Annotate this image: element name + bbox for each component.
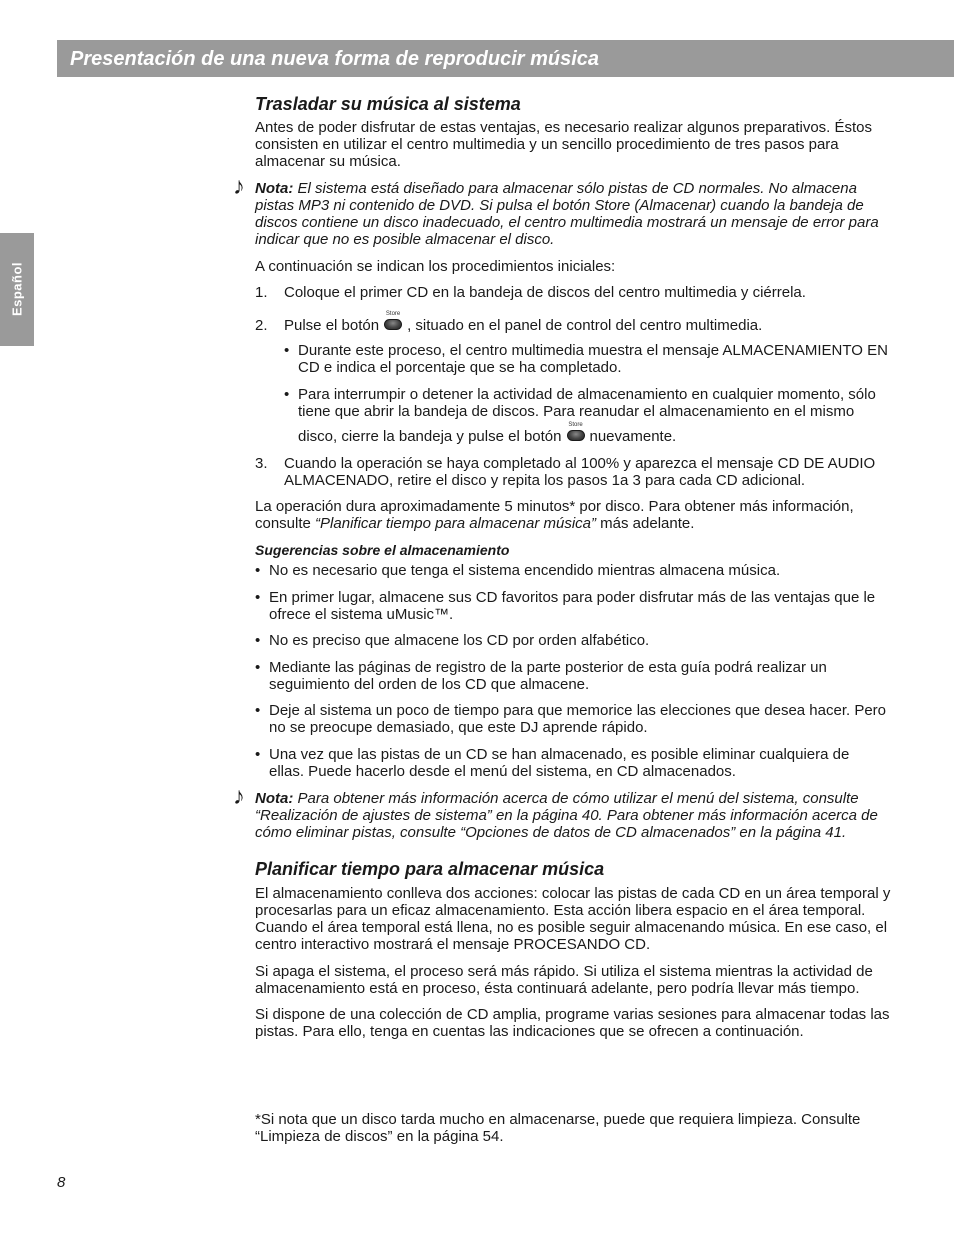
language-tab	[0, 233, 34, 346]
section-heading-planificar: Planificar tiempo para almacenar música	[255, 859, 605, 879]
tip-text: Una vez que las pistas de un CD se han almacenado, es posible eliminar cualquiera de ellas. Puede hacerlo desde el menú del sistema, en CD almacenados.	[269, 746, 850, 780]
duration-paragraph	[255, 498, 900, 532]
step-text: Coloque el primer CD en la bandeja de discos del centro multimedia y ciérrela.	[284, 284, 806, 301]
bullet: •	[255, 702, 261, 719]
bullet: •	[284, 386, 290, 403]
header-bar	[57, 40, 954, 77]
bullet-text	[298, 386, 902, 445]
note-label: Nota:	[255, 790, 294, 807]
step-text	[284, 311, 900, 334]
page-number: 8	[57, 1174, 66, 1191]
store-button-caption: Store	[385, 311, 401, 317]
steps-intro: A continuación se indican los procedimientos iniciales:	[255, 258, 616, 275]
note-label: Nota:	[255, 180, 294, 197]
tip-text: En primer lugar, almacene sus CD favoritos para poder disfrutar más de las ventajas que le ofrece el sistema uMusic™.	[269, 589, 876, 623]
bullet-text-after: nuevamente.	[589, 428, 677, 445]
bullet: •	[284, 342, 290, 359]
note-text: Para obtener más información acerca de cómo utilizar el menú del sistema, consulte “Realización de ajustes de sistema” en la página 40. Para obtener más información acerca de cómo eliminar pistas, consulte “Opciones de datos de CD almacenados” en la página 41.	[255, 790, 878, 841]
page-title: Presentación de una nueva forma de reproducir música	[70, 48, 600, 70]
paragraph: Si apaga el sistema, el proceso será más rápido. Si utiliza el sistema mientras la actividad de almacenamiento está en proceso, ésta continuará adelante, pero podría llevar más tiempo.	[255, 963, 873, 997]
bullet: •	[255, 746, 261, 763]
note-text: El sistema está diseñado para almacenar sólo pistas de CD normales. No almacena pistas MP3 ni contenido de DVD. Si pulsa el botón Store (Almacenar) cuando la bandeja de discos contiene un disco inadecuado, el centro multimedia mostrará un mensaje de error para indicar que no es posible almacenar el disco.	[255, 180, 879, 248]
music-note-icon: ♪	[233, 173, 245, 200]
tip-text: No es necesario que tenga el sistema encendido mientras almacena música.	[269, 562, 781, 579]
step-number: 3.	[255, 455, 268, 472]
music-note-icon: ♪	[233, 783, 245, 810]
store-button-caption: Store	[568, 422, 583, 428]
paragraph: El almacenamiento conlleva dos acciones: colocar las pistas de cada CD en un área temporal y procesarlas para un eficaz almacenamiento. Esta acción libera espacio en el área temporal. Cuando el área temporal está llena, no es posible seguir almacenando música. En ese caso, el centro interactivo mostrará el mensaje PROCESANDO CD.	[255, 885, 891, 953]
step-text-after: , situado en el panel de control del centro multimedia.	[407, 317, 763, 334]
step-text-before: Pulse el botón	[284, 317, 380, 334]
bullet: •	[255, 659, 261, 676]
intro-paragraph: Antes de poder disfrutar de estas ventajas, es necesario realizar algunos preparativos. Éstos consisten en utilizar el centro multimedia y un sencillo procedimiento de tres pasos para almacenar su música.	[255, 119, 873, 170]
store-button-icon	[566, 422, 586, 442]
paragraph: Si dispone de una colección de CD amplia, programe varias sesiones para almacenar todas las pistas. Para ello, tenga en cuentas las indicaciones que se ofrecen a continuación.	[255, 1006, 890, 1040]
duration-reference: “Planificar tiempo para almacenar música”	[315, 515, 596, 532]
bullet: •	[255, 589, 261, 606]
duration-after: más adelante.	[596, 515, 695, 532]
step-text: Cuando la operación se haya completado al 100% y aparezca el mensaje CD DE AUDIO ALMACENADO, retire el disco y repita los pasos 1a 3 para cada CD adicional.	[284, 455, 876, 489]
tips-heading: Sugerencias sobre el almacenamiento	[255, 542, 510, 558]
note-2	[233, 783, 900, 841]
bullet-text: Durante este proceso, el centro multimedia muestra el mensaje ALMACENAMIENTO EN CD e indica el porcentaje que se ha completado.	[298, 342, 888, 376]
section-heading-trasladar: Trasladar su música al sistema	[255, 94, 521, 114]
bullet-text-line1: Para interrumpir o detener la actividad de almacenamiento en cualquier momento, sólo tiene que abrir la bandeja de discos. Para reanudar el almacenamiento en el mismo	[298, 386, 876, 420]
step-number: 2.	[255, 317, 268, 334]
tip-text: No es preciso que almacene los CD por orden alfabético.	[269, 632, 650, 649]
note-1	[233, 173, 900, 248]
step-number: 1.	[255, 284, 268, 301]
bullet: •	[255, 562, 261, 579]
bullet-text-before: disco, cierre la bandeja y pulse el botón	[298, 428, 562, 445]
bullet: •	[255, 632, 261, 649]
duration-text: La operación dura aproximadamente 5 minutos* por disco. Para obtener más información, consulte	[255, 498, 854, 532]
tip-text: Mediante las páginas de registro de la parte posterior de esta guía podrá realizar un seguimiento del orden de los CD que almacene.	[269, 659, 827, 693]
footnote: *Si nota que un disco tarda mucho en almacenarse, puede que requiera limpieza. Consulte “Limpieza de discos” en la página 54.	[255, 1111, 861, 1145]
tip-text: Deje al sistema un poco de tiempo para que memorice las elecciones que desea hacer. Pero no se preocupe demasiado, que este DJ aprende rápido.	[269, 702, 887, 736]
language-tab-label: Español	[9, 261, 25, 317]
store-button-icon	[383, 311, 403, 331]
